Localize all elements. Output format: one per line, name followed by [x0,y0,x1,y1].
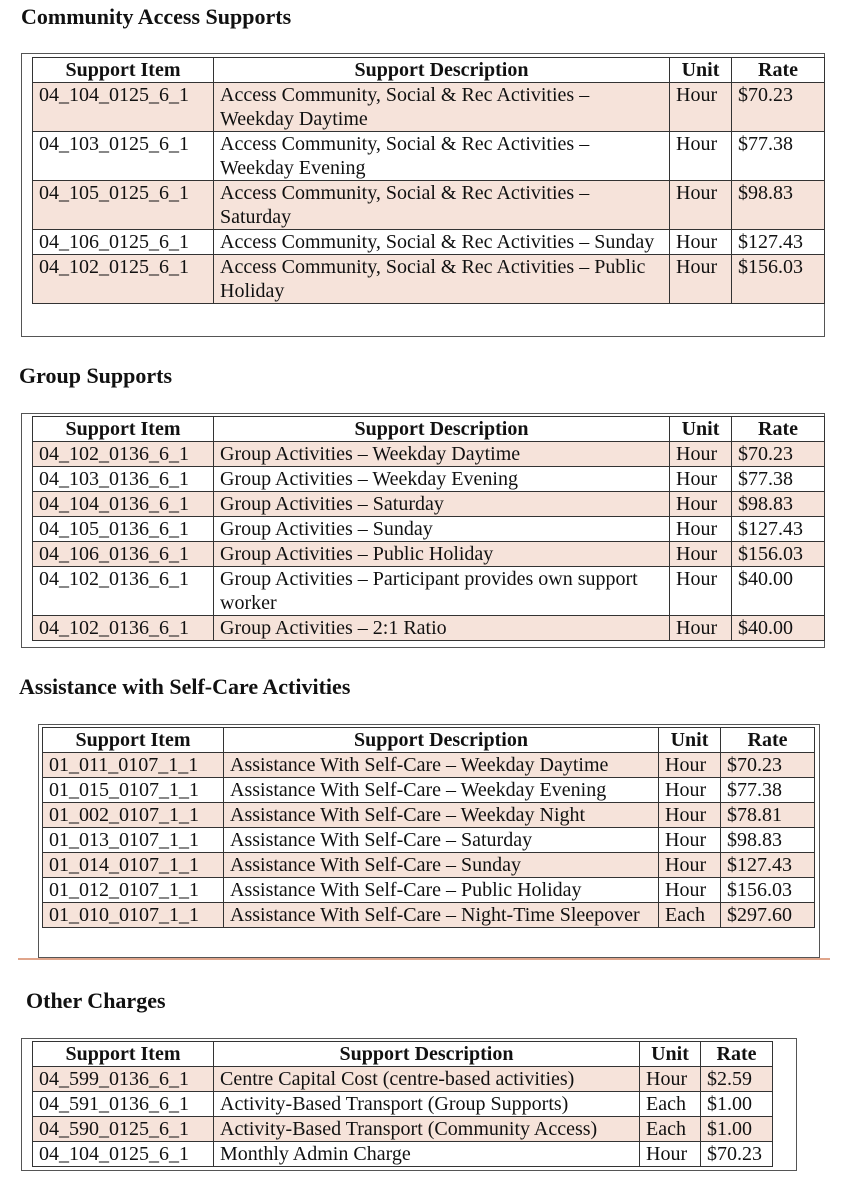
col-header-rate: Rate [732,58,825,83]
col-header-rate: Rate [701,1042,773,1067]
cell-unit: Hour [670,132,732,181]
cell-unit: Hour [640,1142,701,1167]
cell-unit: Hour [659,853,721,878]
cell-item: 04_105_0125_6_1 [33,181,214,230]
cell-unit: Hour [659,778,721,803]
cell-rate: $78.81 [721,803,815,828]
table-row [33,132,825,181]
cell-unit: Hour [670,492,732,517]
cell-description: Assistance With Self-Care – Public Holiday [224,878,659,903]
table-row [33,255,825,304]
cell-item: 04_105_0136_6_1 [33,517,214,542]
table-row [33,1067,773,1092]
table-row [43,878,815,903]
cell-unit: Hour [670,467,732,492]
section-title-self-care: Assistance with Self-Care Activities [19,674,351,699]
table-row [43,803,815,828]
cell-description: Assistance With Self-Care – Night-Time Sleepover [224,903,659,928]
table-row [33,492,825,517]
cell-description: Monthly Admin Charge [214,1142,640,1167]
table-row [33,230,825,255]
cell-rate: $70.23 [721,753,815,778]
col-header-rate: Rate [721,728,815,753]
section-title-other-charges: Other Charges [26,988,166,1013]
cell-description: Access Community, Social & Rec Activities – Saturday [214,181,670,230]
col-header-item: Support Item [33,417,214,442]
cell-unit: Hour [670,83,732,132]
table-header-row [33,1042,773,1067]
cell-item: 04_104_0136_6_1 [33,492,214,517]
cell-rate: $70.23 [701,1142,773,1167]
cell-rate: $156.03 [721,878,815,903]
col-header-unit: Unit [640,1042,701,1067]
cell-item: 04_102_0136_6_1 [33,616,214,641]
col-header-description: Support Description [214,1042,640,1067]
table-row [33,1117,773,1142]
cell-item: 04_102_0136_6_1 [33,442,214,467]
col-header-unit: Unit [659,728,721,753]
cell-item: 04_104_0125_6_1 [33,1142,214,1167]
cell-rate: $297.60 [721,903,815,928]
cell-unit: Hour [659,878,721,903]
col-header-item: Support Item [33,58,214,83]
cell-rate: $40.00 [732,616,825,641]
cell-item: 04_591_0136_6_1 [33,1092,214,1117]
cell-unit: Hour [659,803,721,828]
table-header-row [33,58,825,83]
cell-description: Group Activities – Weekday Evening [214,467,670,492]
cell-description: Group Activities – Participant provides own support worker [214,567,670,616]
table-group-supports [32,416,825,641]
cell-unit: Hour [670,230,732,255]
table-row [33,1142,773,1167]
cell-item: 01_012_0107_1_1 [43,878,224,903]
cell-description: Group Activities – Saturday [214,492,670,517]
cell-rate: $2.59 [701,1067,773,1092]
cell-item: 04_590_0125_6_1 [33,1117,214,1142]
cell-description: Assistance With Self-Care – Saturday [224,828,659,853]
cell-unit: Hour [670,517,732,542]
cell-rate: $1.00 [701,1117,773,1142]
col-header-description: Support Description [214,417,670,442]
cell-item: 04_102_0125_6_1 [33,255,214,304]
cell-description: Assistance With Self-Care – Sunday [224,853,659,878]
table-header-row [43,728,815,753]
cell-description: Access Community, Social & Rec Activities – Public Holiday [214,255,670,304]
cell-description: Access Community, Social & Rec Activities – Weekday Evening [214,132,670,181]
col-header-description: Support Description [224,728,659,753]
cell-item: 04_106_0136_6_1 [33,542,214,567]
cell-item: 01_010_0107_1_1 [43,903,224,928]
table-row [33,616,825,641]
section-title-group-supports: Group Supports [19,363,173,388]
cell-rate: $70.23 [732,442,825,467]
table-row [33,567,825,616]
cell-description: Assistance With Self-Care – Weekday Evening [224,778,659,803]
table-row [33,1092,773,1117]
col-header-unit: Unit [670,58,732,83]
cell-unit: Hour [640,1067,701,1092]
cell-description: Group Activities – Weekday Daytime [214,442,670,467]
cell-description: Group Activities – 2:1 Ratio [214,616,670,641]
cell-rate: $40.00 [732,567,825,616]
col-header-item: Support Item [33,1042,214,1067]
cell-item: 04_103_0136_6_1 [33,467,214,492]
cell-rate: $127.43 [721,853,815,878]
table-self-care [42,727,815,928]
cell-rate: $127.43 [732,230,825,255]
cell-rate: $98.83 [721,828,815,853]
cell-rate: $98.83 [732,492,825,517]
col-header-description: Support Description [214,58,670,83]
table-row [33,542,825,567]
table-row [33,83,825,132]
cell-item: 01_011_0107_1_1 [43,753,224,778]
table-row [43,853,815,878]
cell-unit: Each [640,1117,701,1142]
cell-item: 04_103_0125_6_1 [33,132,214,181]
table-row [33,517,825,542]
col-header-rate: Rate [732,417,825,442]
cell-item: 04_599_0136_6_1 [33,1067,214,1092]
table-header-row [33,417,825,442]
cell-rate: $156.03 [732,542,825,567]
cell-unit: Hour [670,616,732,641]
table-row [33,181,825,230]
section-title-community-access: Community Access Supports [21,4,292,29]
cell-rate: $1.00 [701,1092,773,1117]
table-row [43,778,815,803]
col-header-item: Support Item [43,728,224,753]
cell-description: Access Community, Social & Rec Activities – Sunday [214,230,670,255]
cell-item: 04_102_0136_6_1 [33,567,214,616]
cell-unit: Hour [670,181,732,230]
col-header-unit: Unit [670,417,732,442]
cell-unit: Each [659,903,721,928]
cell-description: Assistance With Self-Care – Weekday Night [224,803,659,828]
cell-unit: Hour [659,753,721,778]
divider-line [18,958,830,960]
cell-rate: $98.83 [732,181,825,230]
table-row [43,753,815,778]
cell-item: 01_015_0107_1_1 [43,778,224,803]
table-row [43,903,815,928]
cell-rate: $127.43 [732,517,825,542]
cell-item: 01_002_0107_1_1 [43,803,224,828]
cell-rate: $77.38 [732,132,825,181]
cell-unit: Hour [670,542,732,567]
cell-unit: Hour [670,567,732,616]
cell-item: 04_104_0125_6_1 [33,83,214,132]
cell-item: 01_014_0107_1_1 [43,853,224,878]
cell-unit: Each [640,1092,701,1117]
cell-description: Group Activities – Public Holiday [214,542,670,567]
cell-description: Assistance With Self-Care – Weekday Daytime [224,753,659,778]
table-row [33,442,825,467]
cell-description: Access Community, Social & Rec Activities – Weekday Daytime [214,83,670,132]
cell-item: 04_106_0125_6_1 [33,230,214,255]
table-community-access [32,57,825,304]
cell-unit: Hour [670,442,732,467]
cell-description: Activity-Based Transport (Group Supports) [214,1092,640,1117]
cell-rate: $156.03 [732,255,825,304]
cell-description: Group Activities – Sunday [214,517,670,542]
table-row [33,467,825,492]
cell-description: Activity-Based Transport (Community Access) [214,1117,640,1142]
cell-rate: $77.38 [732,467,825,492]
table-other-charges [32,1041,773,1167]
cell-unit: Hour [670,255,732,304]
cell-rate: $70.23 [732,83,825,132]
cell-description: Centre Capital Cost (centre-based activities) [214,1067,640,1092]
cell-unit: Hour [659,828,721,853]
cell-item: 01_013_0107_1_1 [43,828,224,853]
cell-rate: $77.38 [721,778,815,803]
table-row [43,828,815,853]
